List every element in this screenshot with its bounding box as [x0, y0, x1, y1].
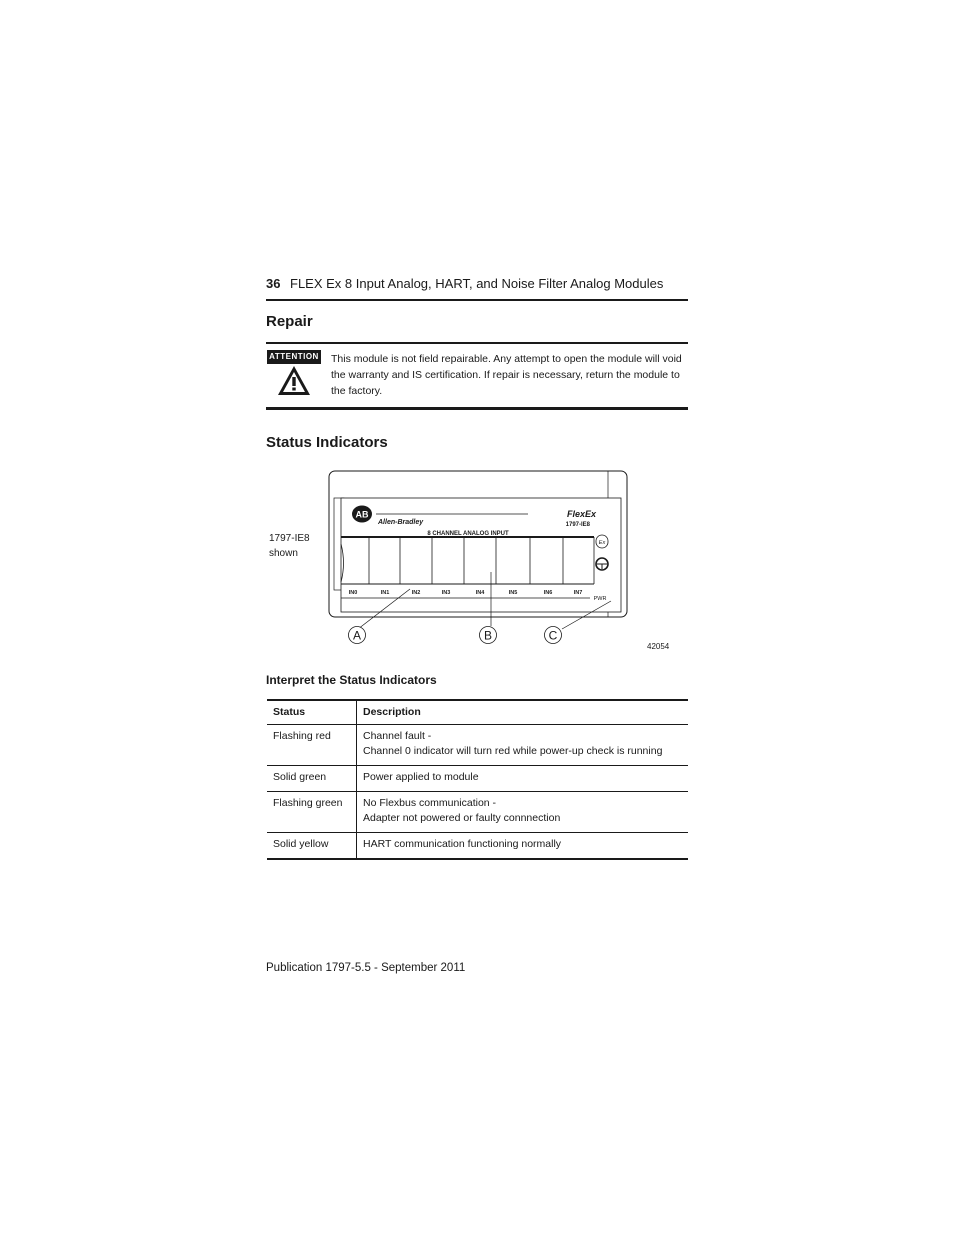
- channel-label: IN5: [508, 590, 518, 596]
- figure-caption-model: 1797-IE8: [269, 533, 310, 544]
- attention-badge: ATTENTION: [267, 350, 321, 364]
- description-line: Power applied to module: [363, 771, 479, 783]
- status-indicators-heading: Status Indicators: [266, 434, 388, 451]
- status-cell: Flashing green: [267, 792, 357, 833]
- module-title-label: 8 CHANNEL ANALOG INPUT: [427, 531, 509, 537]
- callout-c-label: C: [548, 628, 558, 643]
- channel-label: IN1: [380, 590, 390, 596]
- status-table: [267, 699, 688, 860]
- page-number: 36: [266, 276, 281, 291]
- brand-label: Allen-Bradley: [378, 519, 424, 526]
- module-diagram: [328, 468, 630, 648]
- description-line: Channel fault -: [363, 730, 432, 742]
- attention-text: This module is not field repairable. Any attempt to open the module will void the warranty and IS certification. If repair is necessary, return the module to the factory.: [331, 353, 682, 397]
- channel-label: IN2: [411, 590, 421, 596]
- status-cell: Flashing red: [267, 725, 357, 766]
- description-line: HART communication functioning normally: [363, 838, 562, 850]
- catalog-label: 1797-IE8: [565, 522, 590, 528]
- description-cell: [357, 833, 689, 860]
- description-cell: [357, 792, 689, 833]
- running-header-title: FLEX Ex 8 Input Analog, HART, and Noise Filter Analog Modules: [290, 276, 664, 291]
- callout-a-label: A: [352, 628, 362, 643]
- channel-label: IN3: [441, 590, 451, 596]
- header-rule: [266, 299, 688, 301]
- description-line: Adapter not powered or faulty connnection: [363, 812, 561, 824]
- description-line: Channel 0 indicator will turn red while power-up check is running: [363, 745, 663, 757]
- column-header-description: Description: [357, 700, 689, 725]
- figure-number: 42054: [647, 642, 670, 651]
- channel-label: IN6: [543, 590, 553, 596]
- channel-label: IN4: [475, 590, 485, 596]
- warning-triangle-icon: [276, 364, 312, 398]
- ex-label: Ex: [598, 540, 606, 546]
- description-cell: [357, 766, 689, 792]
- callout-b-label: B: [483, 628, 493, 643]
- table-row: [267, 792, 688, 833]
- repair-heading: Repair: [266, 313, 313, 330]
- channel-label: IN0: [348, 590, 358, 596]
- figure-caption-shown: shown: [269, 548, 298, 559]
- table-title: Interpret the Status Indicators: [266, 673, 437, 687]
- publication-footer: Publication 1797-5.5 - September 2011: [266, 962, 466, 974]
- table-row: [267, 833, 688, 860]
- column-header-status: Status: [267, 700, 357, 725]
- table-row: [267, 725, 688, 766]
- attention-bottom-rule: [266, 407, 688, 410]
- product-line-label: FlexEx: [566, 509, 596, 519]
- status-cell: Solid yellow: [267, 833, 357, 860]
- logo-text: AB: [355, 509, 369, 520]
- description-cell: [357, 725, 689, 766]
- attention-top-rule: [266, 342, 688, 344]
- table-row: [267, 766, 688, 792]
- pwr-label: PWR: [593, 596, 607, 602]
- figure-caption: [269, 531, 310, 561]
- status-cell: Solid green: [267, 766, 357, 792]
- channel-label: IN7: [573, 590, 583, 596]
- description-line: No Flexbus communication -: [363, 797, 497, 809]
- table-header-row: [267, 700, 688, 725]
